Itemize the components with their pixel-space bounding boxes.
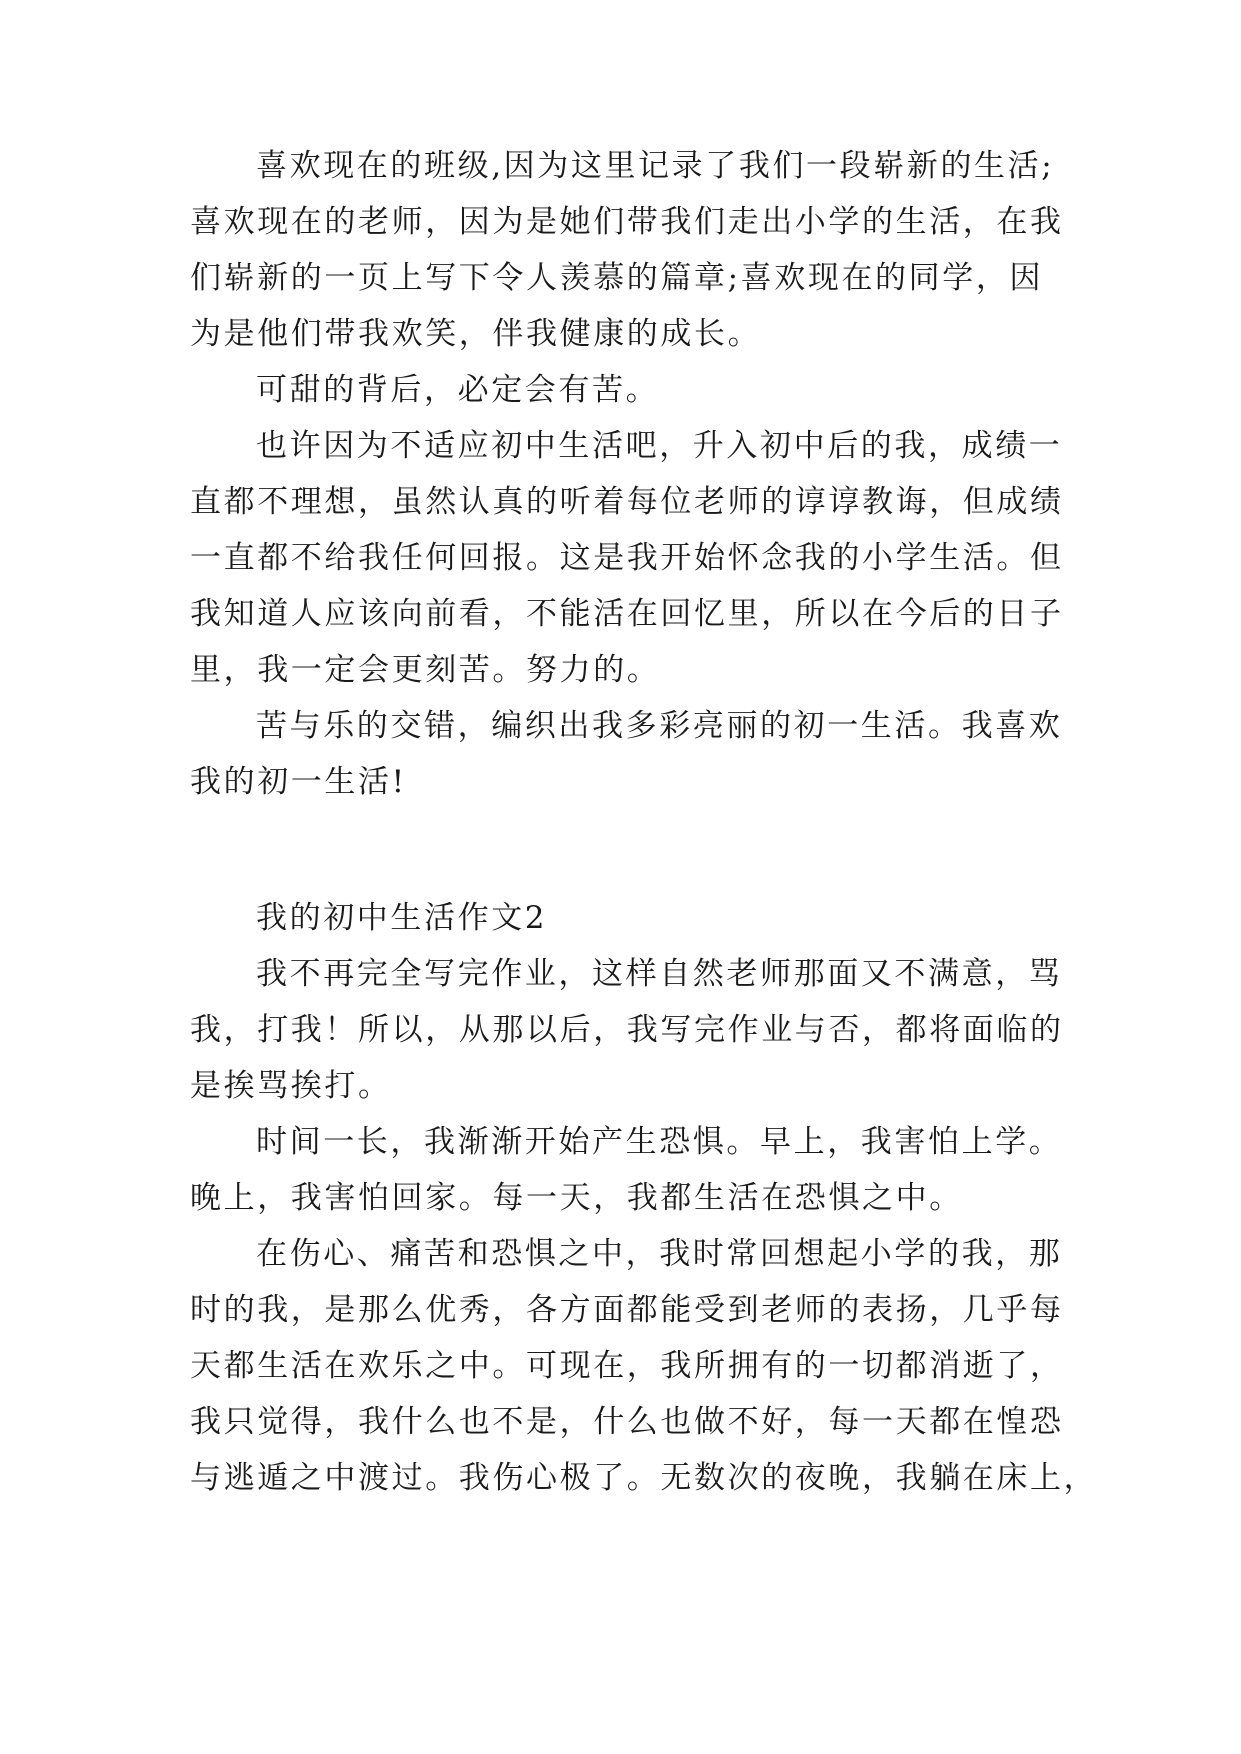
text-line: 晚上，我害怕回家。每一天，我都生活在恐惧之中。 <box>190 1180 963 1216</box>
text-line: 我的初一生活! <box>190 764 407 800</box>
text-line: 我只觉得，我什么也不是，什么也做不好，每一天都在惶恐 <box>190 1404 1064 1440</box>
text-line: 我知道人应该向前看，不能活在回忆里，所以在今后的日子 <box>190 596 1064 632</box>
text-line: 我不再完全写完作业，这样自然老师那面又不满意，骂 <box>256 956 1063 992</box>
text-line: 苦与乐的交错，编织出我多彩亮丽的初一生活。我喜欢 <box>256 708 1063 744</box>
text-line: 喜欢现在的老师，因为是她们带我们走出小学的生活，在我 <box>190 204 1064 240</box>
text-line: 里，我一定会更刻苦。努力的。 <box>190 652 661 688</box>
text-line: 在伤心、痛苦和恐惧之中，我时常回想起小学的我，那 <box>256 1236 1063 1272</box>
text-line: 也许因为不适应初中生活吧，升入初中后的我，成绩一 <box>256 428 1063 464</box>
text-line: 时的我，是那么优秀，各方面都能受到老师的表扬，几乎每 <box>190 1292 1064 1328</box>
text-line: 喜欢现在的班级,因为这里记录了我们一段崭新的生活; <box>256 148 1055 184</box>
text-line: 直都不理想，虽然认真的听着每位老师的谆谆教诲，但成绩 <box>190 484 1064 520</box>
text-line: 与逃遁之中渡过。我伤心极了。无数次的夜晚，我躺在床上， <box>190 1460 1098 1496</box>
text-line: 我，打我！所以，从那以后，我写完作业与否，都将面临的 <box>190 1012 1064 1048</box>
text-line: 时间一长，我渐渐开始产生恐惧。早上，我害怕上学。 <box>256 1124 1063 1160</box>
text-line: 们崭新的一页上写下令人羡慕的篇章;喜欢现在的同学，因 <box>190 260 1044 296</box>
section-title: 我的初中生活作文2 <box>256 900 548 936</box>
text-line: 是挨骂挨打。 <box>190 1068 392 1104</box>
text-line: 为是他们带我欢笑，伴我健康的成长。 <box>190 316 762 352</box>
text-line: 一直都不给我任何回报。这是我开始怀念我的小学生活。但 <box>190 540 1064 576</box>
text-line: 可甜的背后，必定会有苦。 <box>256 372 660 408</box>
text-line: 天都生活在欢乐之中。可现在，我所拥有的一切都消逝了， <box>190 1348 1064 1384</box>
